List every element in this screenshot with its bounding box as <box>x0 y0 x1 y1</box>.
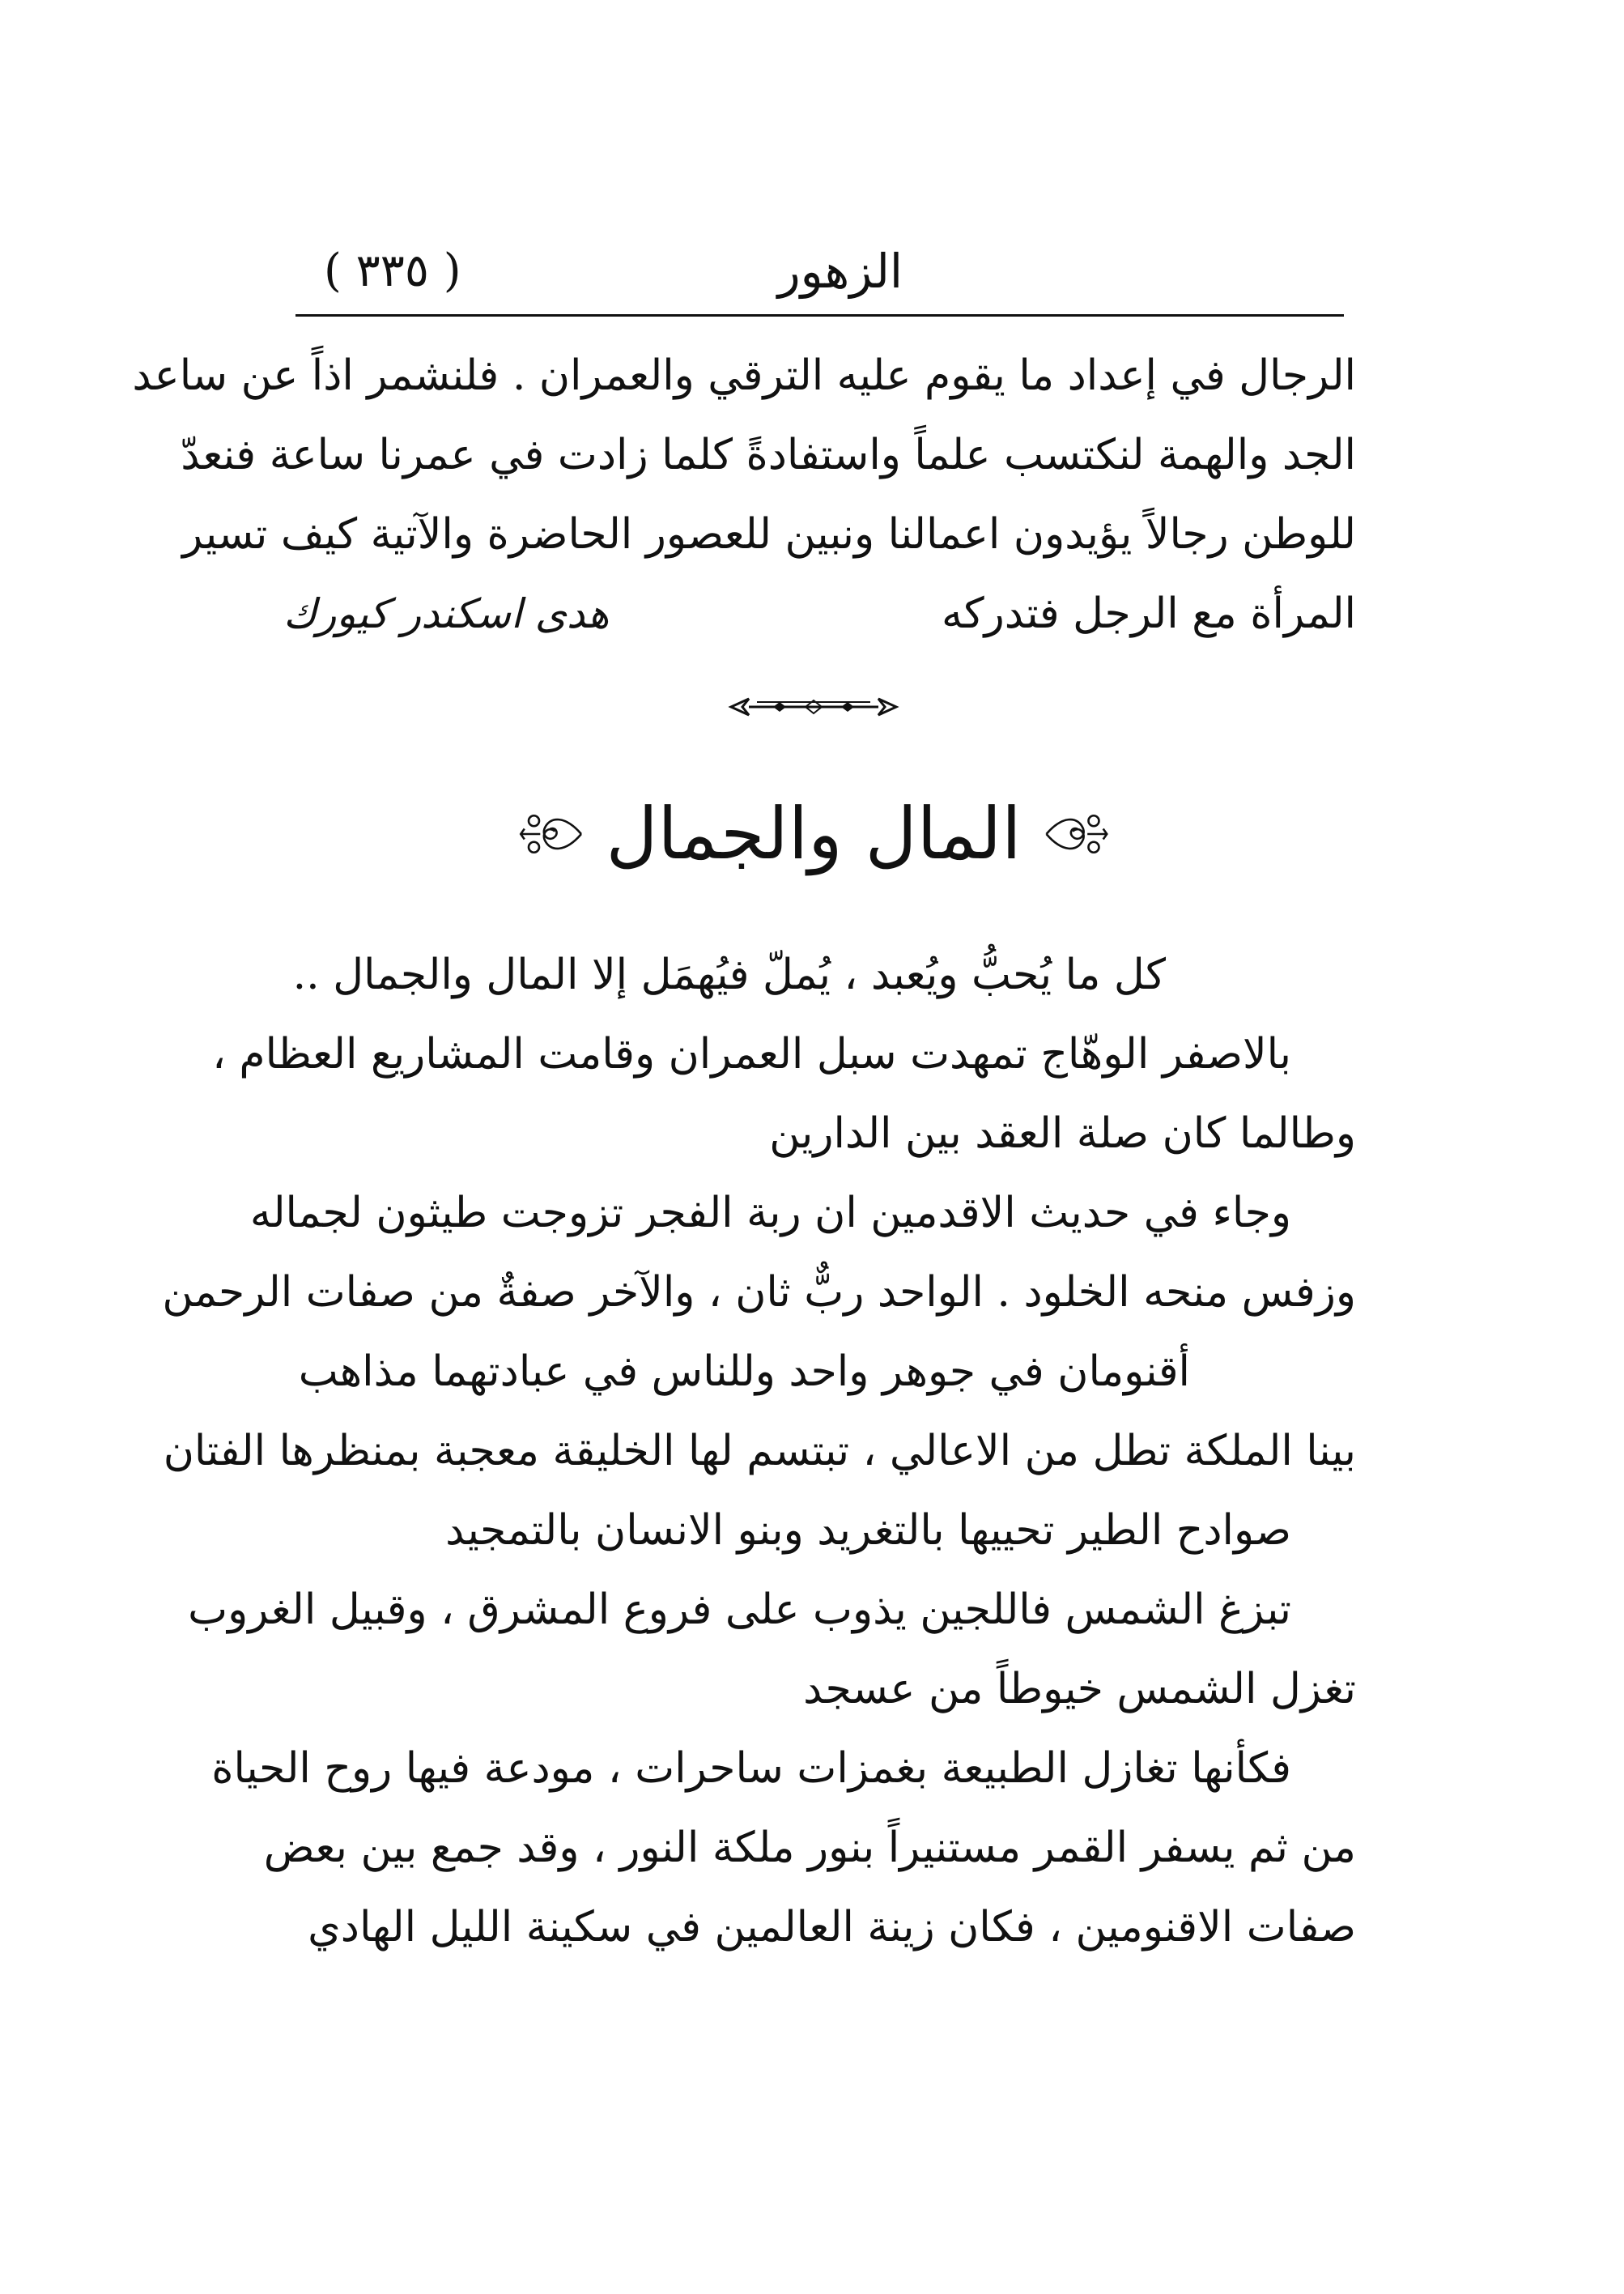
author-signature: هدى اسكندر كيورك <box>283 590 610 637</box>
text-line: فكأنها تغازل الطبيعة بغمزات ساحرات ، مودعة فيها روح الحياة <box>211 1744 1291 1793</box>
text-line: بينا الملكة تطل من الاعالي ، تبتسم لها الخليقة معجبة بمنظرها الفتان <box>163 1427 1356 1475</box>
text-line: للوطن رجالاً يؤيدون اعمالنا ونبين للعصور الحاضرة والآتية كيف تسير <box>182 510 1356 559</box>
text-line: كل ما يُحبُّ ويُعبد ، يُملّ فيُهمَل إلا المال والجمال .. <box>292 951 1166 999</box>
running-title: الزهور <box>777 244 903 299</box>
article-title-block <box>518 781 1109 887</box>
article-title: المال والجمال <box>606 792 1022 875</box>
section-divider <box>725 695 903 719</box>
text-line: تغزل الشمس خيوطاً من عسجد <box>803 1665 1356 1713</box>
closing-line <box>283 574 1356 653</box>
text-line: وزفس منحه الخلود . الواحد ربٌّ ثان ، والآخر صفةٌ من صفات الرحمن <box>162 1268 1356 1317</box>
text-line: أقنومان في جوهر واحد وللناس في عبادتهما مذاهب <box>298 1347 1190 1396</box>
text-line: من ثم يسفر القمر مستنيراً بنور ملكة النور ، وقد جمع بين بعض <box>263 1824 1356 1872</box>
header-rule <box>295 314 1344 317</box>
left-ornament-icon <box>518 789 586 879</box>
text-line: تبزغ الشمس فاللجين يذوب على فروع المشرق ، وقبيل الغروب <box>188 1585 1291 1634</box>
text-line: وجاء في حديث الاقدمين ان ربة الفجر تزوجت طيثون لجماله <box>249 1189 1291 1237</box>
page-number: ( ٣٣٥ ) <box>324 245 461 297</box>
text-line: صوادح الطير تحييها بالتغريد وبنو الانسان بالتمجيد <box>445 1506 1291 1555</box>
text-line: صفات الاقنومين ، فكان زينة العالمين في سكينة الليل الهادي <box>308 1903 1356 1951</box>
closing-text: المرأة مع الرجل فتدركه <box>942 589 1356 638</box>
article-body <box>162 935 1356 1967</box>
previous-article-ending <box>132 336 1356 653</box>
right-ornament-icon <box>1041 789 1109 879</box>
text-line: وطالما كان صلة العقد بين الدارين <box>769 1109 1356 1158</box>
text-line: الجد والهمة لنكتسب علماً واستفادةً كلما زادت في عمرنا ساعة فنعدّ <box>181 431 1356 479</box>
running-header <box>291 239 1344 312</box>
text-line: الرجال في إعداد ما يقوم عليه الترقي والعمران . فلنشمر اذاً عن ساعد <box>132 351 1356 400</box>
text-line: بالاصفر الوهّاج تمهدت سبل العمران وقامت المشاريع العظام ، <box>212 1030 1291 1079</box>
